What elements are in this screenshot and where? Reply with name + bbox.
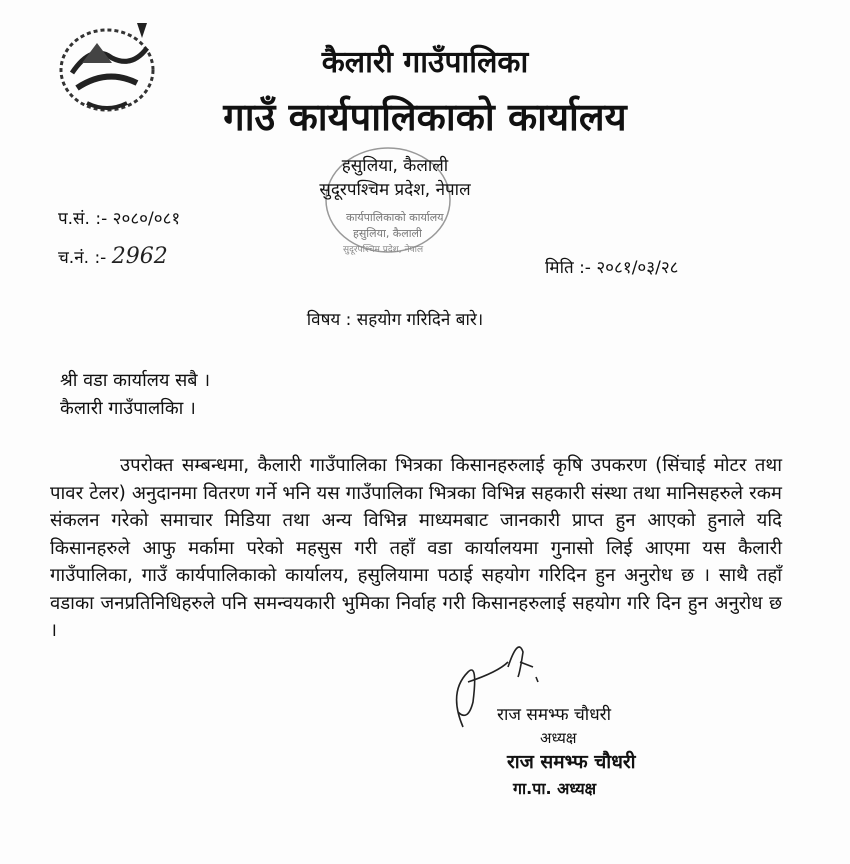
cn-label: च.नं. :- bbox=[58, 248, 107, 268]
ps-value: २०८०/०८१ bbox=[112, 209, 181, 229]
date-value: २०८१/०३/२८ bbox=[596, 258, 679, 278]
letter-serial-number bbox=[58, 207, 180, 231]
municipality-name: कैलारी गाउँपालिका bbox=[321, 45, 529, 80]
dispatch-number bbox=[58, 245, 168, 270]
signatory-name: राज समभ्फ चौधरी bbox=[497, 705, 612, 725]
address-line-2: सुदूरपश्चिम प्रदेश, नेपाल bbox=[319, 180, 471, 200]
stamp-text-1: कार्यपालिकाको कार्यालय bbox=[346, 211, 444, 224]
seal-title: अध्यक्ष bbox=[540, 729, 577, 747]
office-name: गाउँ कार्यपालिकाको कार्यालय bbox=[223, 95, 627, 139]
ps-label: प.सं. :- bbox=[58, 209, 108, 229]
seal-name: राज समभ्फ चौधरी bbox=[507, 751, 636, 773]
letter-date bbox=[545, 256, 679, 280]
date-label: मिति :- bbox=[545, 258, 591, 278]
stamp-text-2: हसुलिया, कैलाली bbox=[353, 227, 422, 240]
addressee-line-1: श्री वडा कार्यालय सबै । bbox=[60, 370, 211, 391]
letter-body: उपरोक्त सम्बन्धमा, कैलारी गाउँपालिका भित्रका किसानहरुलाई कृषि उपकरण (सिंचाई मोटर तथा पावर टेलर) अनुदानमा वितरण गर्ने भनि यस गाउँपालिका भित्रका विभिन्न सहकारी संस्था तथा मानिसहरुले रकम संकलन गरेको समाचार मिडिया तथा अन्य विभिन्न माध्यमबाट जानकारी प्राप्त हुन आएको हुनाले यदि किसानहरुले आफु मर्कामा परेको महसुस गरी तहाँ वडा कार्यालयमा गुनासो लिई आएमा यस कैलारी गाउँपालिका, गाउँ कार्यपालिकाको कार्यालय, हसुलियामा पठाई सहयोग गरिदिन हुन अनुरोध छ । साथै तहाँ वडाका जनप्रतिनिधिहरुले पनि समन्वयकारी भुमिका निर्वाह गरी किसानहरुलाई सहयोग गरि दिन हुन अनुरोध छ । bbox=[50, 455, 782, 641]
seal-role: गा.पा. अध्यक्ष bbox=[513, 779, 597, 798]
stamp-text-3: सुदूरपश्चिम प्रदेश, नेपाल bbox=[343, 245, 424, 255]
address-line-1: हसुलिया, कैलाली bbox=[341, 156, 449, 176]
letter-subject: विषय : सहयोग गरिदिने बारे। bbox=[306, 310, 484, 330]
cn-value-handwritten: 2962 bbox=[111, 244, 168, 269]
addressee-line-2: कैलारी गाउँपालकिा । bbox=[60, 398, 196, 419]
